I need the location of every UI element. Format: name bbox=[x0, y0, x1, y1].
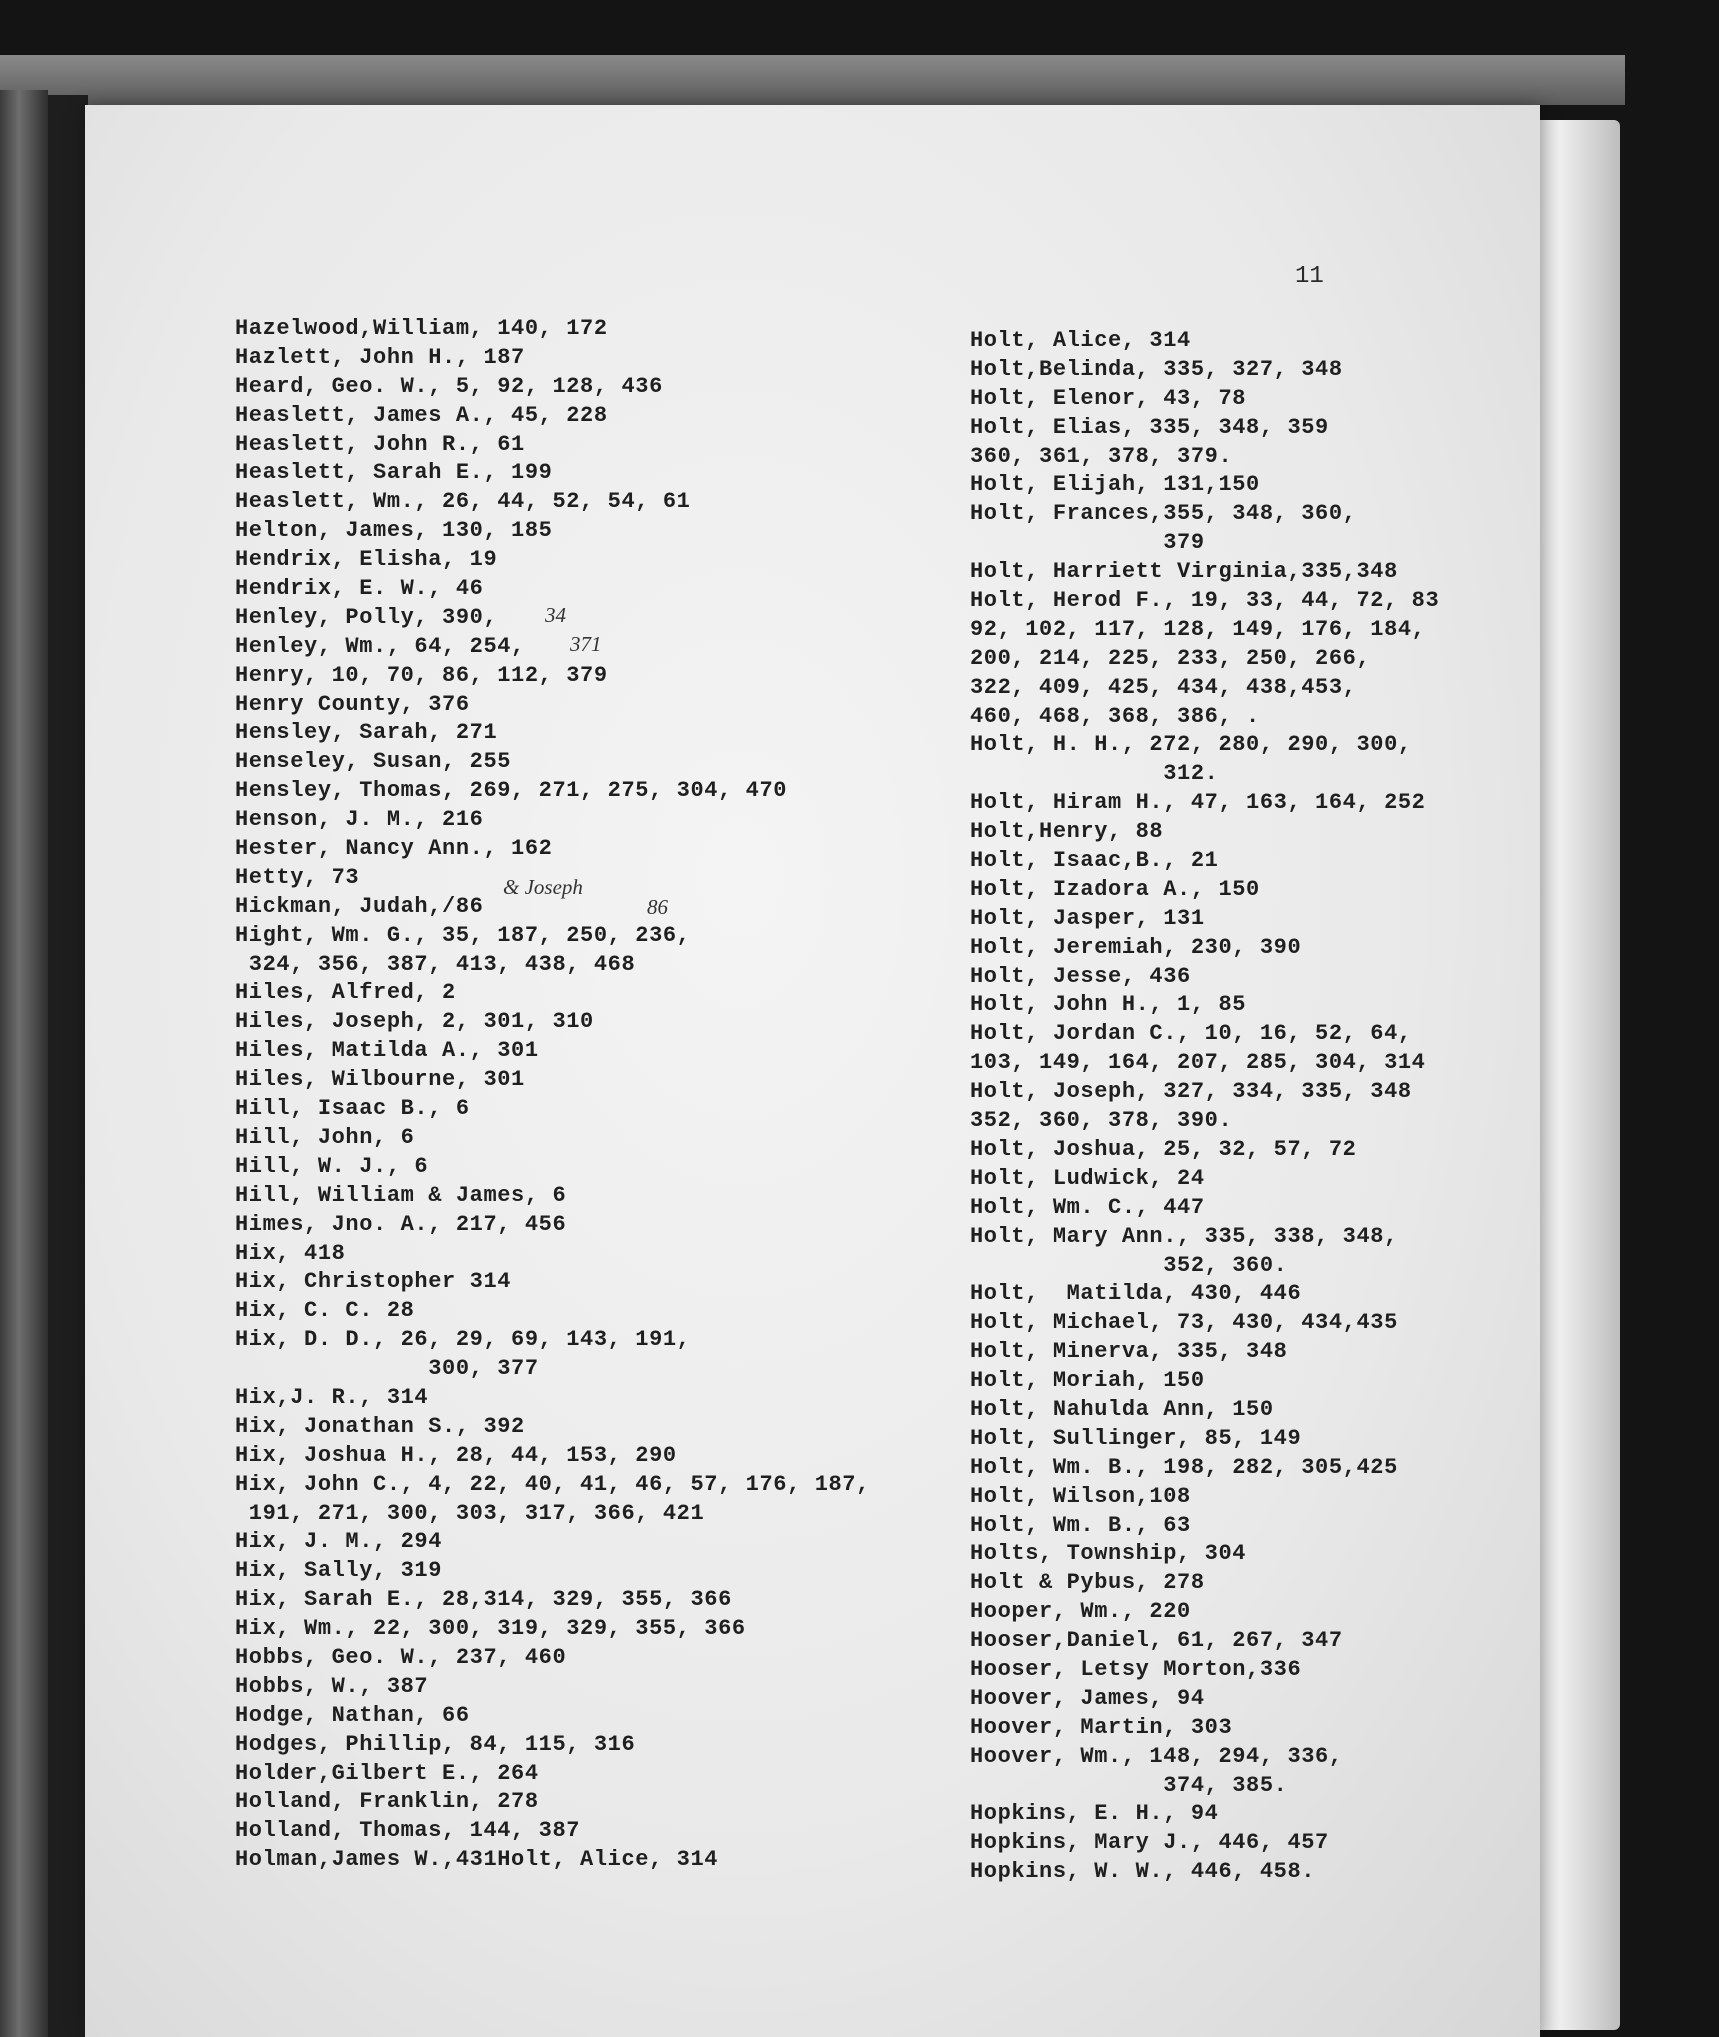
index-entry: Hix, C. C. 28 bbox=[235, 1298, 415, 1324]
index-entry: Holt, Joseph, 327, 334, 335, 348 bbox=[970, 1079, 1412, 1105]
index-entry: 324, 356, 387, 413, 438, 468 bbox=[235, 951, 636, 977]
index-entry: Henry, 10, 70, 86, 112, 379 bbox=[235, 662, 608, 688]
index-entry: Hill, Isaac B., 6 bbox=[235, 1096, 470, 1122]
index-entry: Hoover, Wm., 148, 294, 336, bbox=[970, 1743, 1343, 1769]
index-entry: Holt, Elenor, 43, 78 bbox=[970, 385, 1247, 411]
left-index-column bbox=[235, 315, 1035, 1875]
index-entry: Holt, Elias, 335, 348, 359 bbox=[970, 414, 1329, 440]
index-entry: 103, 149, 164, 207, 285, 304, 314 bbox=[970, 1050, 1426, 1076]
index-entry: Hoover, Martin, 303 bbox=[970, 1714, 1233, 1740]
index-entry: Holt, Alice, 314 bbox=[970, 328, 1191, 353]
index-entry: Hazlett, John H., 187 bbox=[235, 344, 525, 370]
index-entry: Henley, Polly, 390, bbox=[235, 604, 498, 630]
index-entry: Heaslett, Wm., 26, 44, 52, 54, 61 bbox=[235, 489, 691, 515]
index-entry: Hill, William & James, 6 bbox=[235, 1182, 567, 1208]
index-entry: Himes, Jno. A., 217, 456 bbox=[235, 1211, 567, 1237]
index-entry: Hooser, Letsy Morton,336 bbox=[970, 1656, 1302, 1682]
index-entry: Hensley, Sarah, 271 bbox=[235, 720, 498, 746]
index-entry: Hix, Sally, 319 bbox=[235, 1558, 443, 1584]
index-entry: Heaslett, James A., 45, 228 bbox=[235, 402, 608, 428]
index-entry: Holt, Hiram H., 47, 163, 164, 252 bbox=[970, 790, 1426, 816]
handwritten-annotation: & Joseph bbox=[503, 875, 583, 899]
index-entry: Holt, John H., 1, 85 bbox=[970, 992, 1247, 1018]
index-entry: Holder,Gilbert E., 264 bbox=[235, 1760, 539, 1786]
index-entry: Hopkins, E. H., 94 bbox=[970, 1801, 1219, 1827]
index-entry: Holt, Elijah, 131,150 bbox=[970, 472, 1260, 498]
index-entry: Hiles, Wilbourne, 301 bbox=[235, 1067, 525, 1093]
index-entry: Hiles, Alfred, 2 bbox=[235, 980, 456, 1006]
index-entry: 322, 409, 425, 434, 438,453, bbox=[970, 674, 1357, 700]
index-entry: 200, 214, 225, 233, 250, 266, bbox=[970, 645, 1371, 671]
index-entry: Hickman, Judah,/86 bbox=[235, 893, 484, 919]
index-entry: Hazelwood,William, 140, 172 bbox=[235, 316, 608, 341]
index-entry: Holt & Pybus, 278 bbox=[970, 1570, 1205, 1596]
index-entry: Holt, Mary Ann., 335, 338, 348, bbox=[970, 1223, 1398, 1249]
index-entry: Holland, Thomas, 144, 387 bbox=[235, 1818, 581, 1844]
film-top-strip bbox=[0, 55, 1625, 105]
index-entry: Holt, Jasper, 131 bbox=[970, 905, 1205, 931]
index-entry: Hix, Christopher 314 bbox=[235, 1269, 512, 1295]
index-entry: Hix, J. M., 294 bbox=[235, 1529, 443, 1555]
index-entry: 92, 102, 117, 128, 149, 176, 184, bbox=[970, 616, 1426, 642]
index-entry: Henley, Wm., 64, 254, bbox=[235, 633, 525, 659]
page-number: 11 bbox=[1295, 263, 1324, 290]
index-entry: 312. bbox=[970, 761, 1219, 787]
index-entry: Hight, Wm. G., 35, 187, 250, 236, bbox=[235, 922, 691, 948]
index-page bbox=[85, 105, 1540, 2037]
index-entry: Holt, Wm. B., 63 bbox=[970, 1512, 1191, 1538]
index-entry: Hester, Nancy Ann., 162 bbox=[235, 836, 553, 862]
index-entry: Hetty, 73 bbox=[235, 864, 360, 890]
index-entry: 374, 385. bbox=[970, 1772, 1288, 1798]
index-entry: Holt, Wilson,108 bbox=[970, 1483, 1191, 1509]
index-entry: Hendrix, E. W., 46 bbox=[235, 576, 484, 602]
index-entry: 352, 360. bbox=[970, 1252, 1288, 1278]
index-entry: Hopkins, W. W., 446, 458. bbox=[970, 1859, 1316, 1885]
index-entry: Hodge, Nathan, 66 bbox=[235, 1702, 470, 1728]
index-entry: Hill, W. J., 6 bbox=[235, 1153, 429, 1179]
index-entry: Holman,James W.,431Holt, Alice, 314 bbox=[235, 1847, 719, 1873]
index-entry: Hopkins, Mary J., 446, 457 bbox=[970, 1830, 1329, 1856]
index-entry: Hix, 418 bbox=[235, 1240, 346, 1266]
index-entry: Hix, John C., 4, 22, 40, 41, 46, 57, 176, 187, bbox=[235, 1471, 870, 1497]
right-index-column bbox=[970, 327, 1590, 1887]
index-entry: Hix, Wm., 22, 300, 319, 329, 355, 366 bbox=[235, 1616, 746, 1642]
index-entry: Holt, Jesse, 436 bbox=[970, 963, 1191, 989]
index-entry: Holt,Belinda, 335, 327, 348 bbox=[970, 356, 1343, 382]
index-entry: Holt, Jeremiah, 230, 390 bbox=[970, 934, 1302, 960]
index-entry: Hendrix, Elisha, 19 bbox=[235, 547, 498, 573]
index-entry: Holts, Township, 304 bbox=[970, 1541, 1247, 1567]
index-entry: Henseley, Susan, 255 bbox=[235, 749, 512, 775]
index-entry: 379 bbox=[970, 530, 1205, 556]
index-entry: 460, 468, 368, 386, . bbox=[970, 703, 1260, 729]
index-entry: Holt, Michael, 73, 430, 434,435 bbox=[970, 1310, 1398, 1336]
index-entry: Hix, Sarah E., 28,314, 329, 355, 366 bbox=[235, 1587, 732, 1613]
index-entry: Holland, Franklin, 278 bbox=[235, 1789, 539, 1815]
index-entry: Hiles, Matilda A., 301 bbox=[235, 1038, 539, 1064]
index-entry: Holt, Minerva, 335, 348 bbox=[970, 1339, 1288, 1365]
index-entry: Hobbs, W., 387 bbox=[235, 1673, 429, 1699]
index-entry: Holt, Wm. B., 198, 282, 305,425 bbox=[970, 1454, 1398, 1480]
binding-gutter bbox=[48, 95, 88, 2037]
index-entry: Hoover, James, 94 bbox=[970, 1685, 1205, 1711]
index-entry: 352, 360, 378, 390. bbox=[970, 1108, 1233, 1134]
index-entry: Hensley, Thomas, 269, 271, 275, 304, 470 bbox=[235, 778, 788, 804]
index-entry: Henry County, 376 bbox=[235, 691, 470, 717]
index-entry: Holt, Herod F., 19, 33, 44, 72, 83 bbox=[970, 588, 1440, 614]
index-entry: Holt, Harriett Virginia,335,348 bbox=[970, 559, 1398, 585]
index-entry: Holt, Isaac,B., 21 bbox=[970, 848, 1219, 874]
index-entry: Henson, J. M., 216 bbox=[235, 807, 484, 833]
index-entry: 360, 361, 378, 379. bbox=[970, 443, 1233, 469]
index-entry: Holt, Ludwick, 24 bbox=[970, 1165, 1205, 1191]
index-entry: Heard, Geo. W., 5, 92, 128, 436 bbox=[235, 373, 663, 399]
index-entry: Holt, Sullinger, 85, 149 bbox=[970, 1425, 1302, 1451]
index-entry: Holt, Wm. C., 447 bbox=[970, 1194, 1205, 1220]
index-entry: Hodges, Phillip, 84, 115, 316 bbox=[235, 1731, 636, 1757]
index-entry: Hix,J. R., 314 bbox=[235, 1384, 429, 1410]
book-binding bbox=[0, 90, 48, 2037]
index-entry: Hooser,Daniel, 61, 267, 347 bbox=[970, 1628, 1343, 1654]
index-entry: Holt, Moriah, 150 bbox=[970, 1368, 1205, 1394]
index-entry: Hix, Joshua H., 28, 44, 153, 290 bbox=[235, 1442, 677, 1468]
index-entry: Hiles, Joseph, 2, 301, 310 bbox=[235, 1009, 594, 1035]
index-entry: Hix, Jonathan S., 392 bbox=[235, 1413, 525, 1439]
index-entry: Holt, Jordan C., 10, 16, 52, 64, bbox=[970, 1021, 1412, 1047]
index-entry: Heaslett, Sarah E., 199 bbox=[235, 460, 553, 486]
index-entry: Holt, Matilda, 430, 446 bbox=[970, 1281, 1302, 1307]
index-entry: Heaslett, John R., 61 bbox=[235, 431, 525, 457]
index-entry: Helton, James, 130, 185 bbox=[235, 518, 553, 544]
handwritten-annotation: 34 bbox=[545, 603, 566, 627]
index-entry: Holt, H. H., 272, 280, 290, 300, bbox=[970, 732, 1412, 758]
index-entry: 191, 271, 300, 303, 317, 366, 421 bbox=[235, 1500, 705, 1526]
index-entry: Holt, Frances,355, 348, 360, bbox=[970, 501, 1357, 527]
index-entry: 300, 377 bbox=[235, 1356, 539, 1382]
handwritten-annotation: 371 bbox=[570, 632, 602, 656]
index-entry: Hix, D. D., 26, 29, 69, 143, 191, bbox=[235, 1327, 691, 1353]
index-entry: Hobbs, Geo. W., 237, 460 bbox=[235, 1644, 567, 1670]
index-entry: Holt, Nahulda Ann, 150 bbox=[970, 1396, 1274, 1422]
index-entry: Hill, John, 6 bbox=[235, 1124, 415, 1150]
index-entry: Holt, Joshua, 25, 32, 57, 72 bbox=[970, 1136, 1357, 1162]
handwritten-annotation: 86 bbox=[647, 895, 668, 919]
index-entry: Hooper, Wm., 220 bbox=[970, 1599, 1191, 1625]
index-entry: Holt, Izadora A., 150 bbox=[970, 876, 1260, 902]
index-entry: Holt,Henry, 88 bbox=[970, 819, 1164, 845]
